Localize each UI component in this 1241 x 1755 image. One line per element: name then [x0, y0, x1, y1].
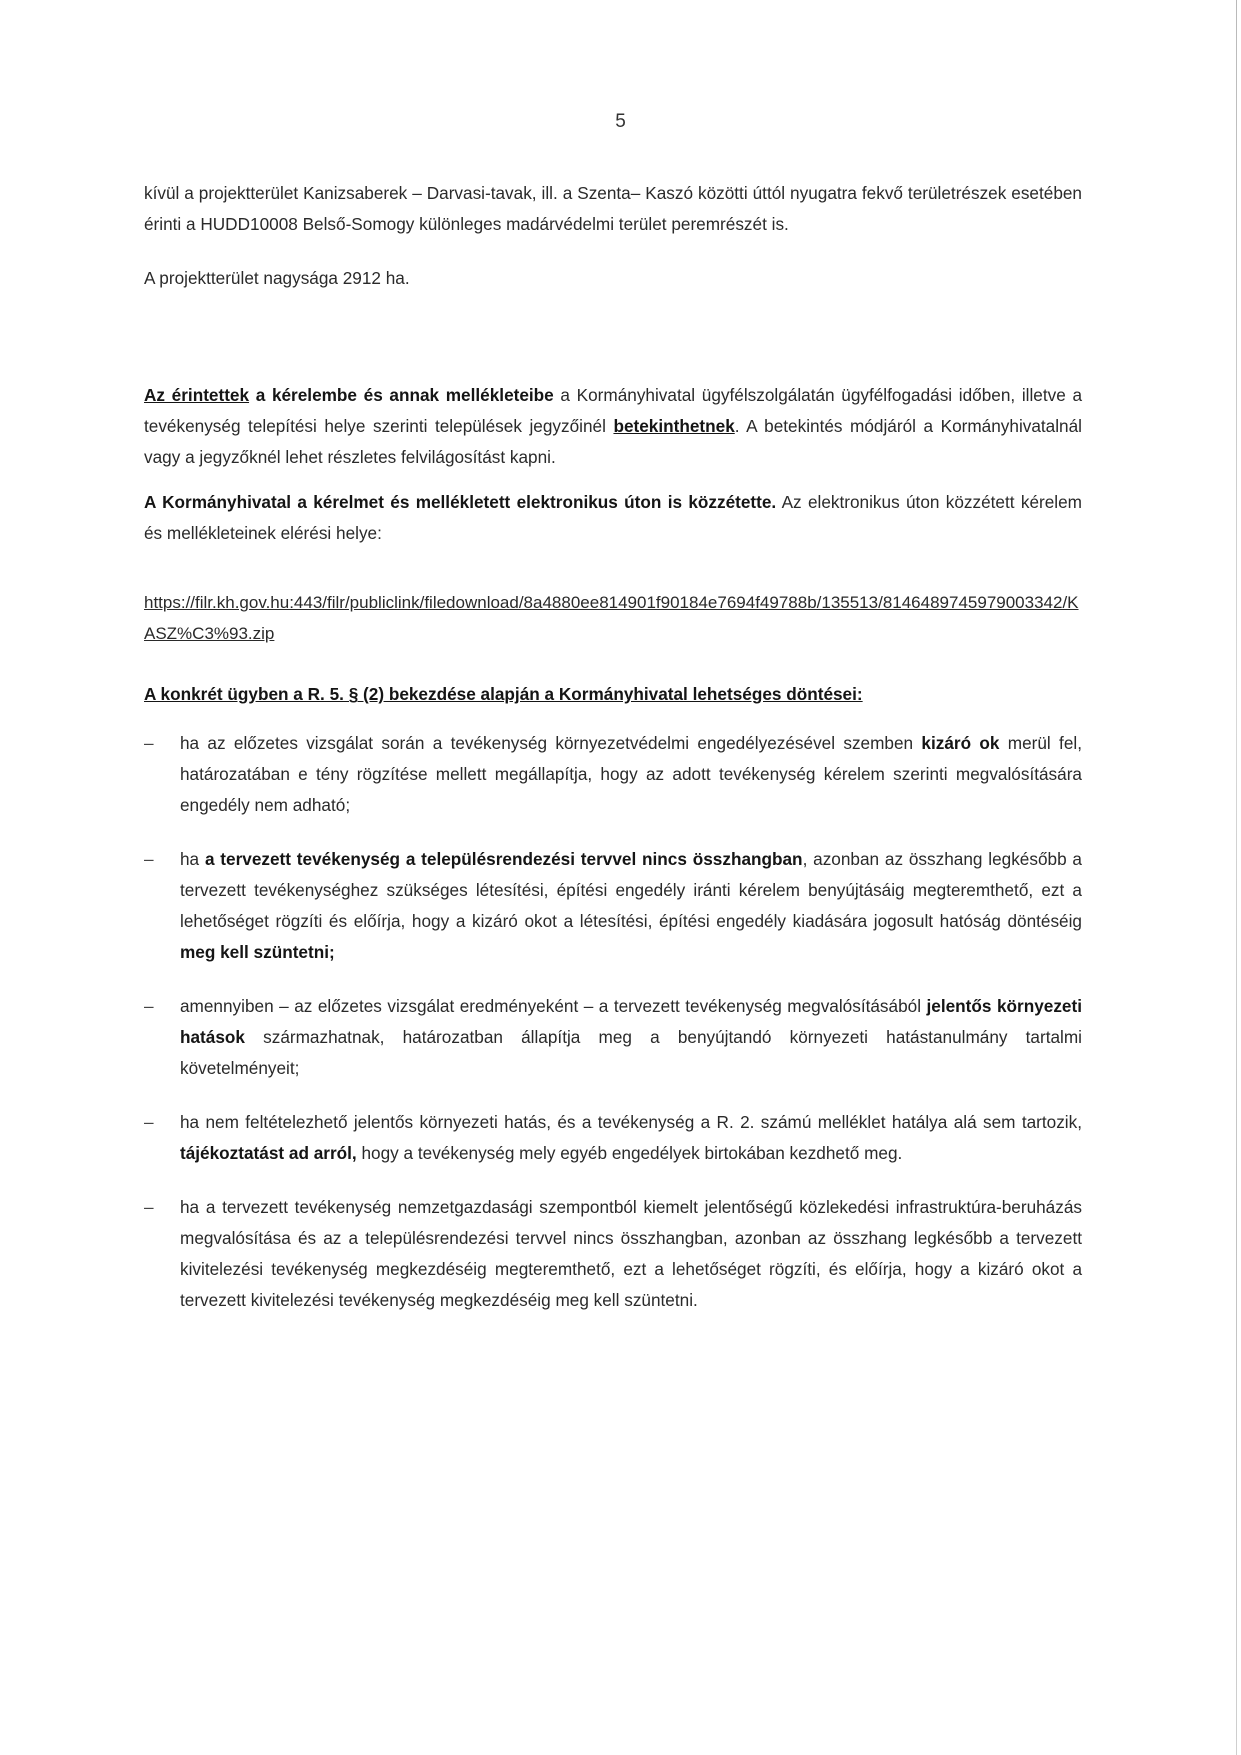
decisions-list: [144, 728, 1082, 1316]
bullet-dash: –: [144, 1112, 154, 1132]
decision-text: , azonban az összhang legkésőbb a tervezett tevékenységhez szükséges létesítési, építési engedély iránti kérelem benyújtásáig megteremthető, ezt a lehetőséget rögzíti és előírja, hogy a kizáró okot a létesítési, építési engedély kiadására jogosult hatóság döntéséig: [180, 849, 1082, 931]
affected-parties-label: Az érintettek: [144, 385, 250, 405]
decision-text: amennyiben – az előzetes vizsgálat eredményeként – a tervezett tevékenység megvalósításából: [180, 996, 927, 1016]
scan-edge-line: [1236, 0, 1237, 1755]
decision-emphasis: tájékoztatást ad arról,: [180, 1143, 357, 1163]
decision-emphasis: kizáró ok: [921, 733, 1000, 753]
can-inspect-label: betekinthetnek: [613, 416, 735, 436]
decision-text: ha: [180, 849, 205, 869]
download-link[interactable]: https://filr.kh.gov.hu:443/filr/publiclink/filedownload/8a4880ee814901f90184e7694f49788b/135513/8146489745979003342/KASZ%C3%93.zip: [144, 593, 1079, 643]
document-body: [144, 178, 1082, 1339]
decision-emphasis: a tervezett tevékenység a településrendezési tervvel nincs összhangban: [204, 849, 803, 869]
decision-text: származhatnak, határozatban állapítja meg a benyújtandó környezeti hatástanulmány tartalmi követelményeit;: [180, 1027, 1082, 1078]
bullet-dash: –: [144, 733, 154, 753]
decisions-heading: A konkrét ügyben a R. 5. § (2) bekezdése alapján a Kormányhivatal lehetséges döntései:: [144, 684, 863, 704]
list-item: [144, 991, 1082, 1084]
decision-text: ha nem feltételezhető jelentős környezeti hatás, és a tevékenység a R. 2. számú melléklet hatálya alá sem tartozik,: [180, 1112, 1082, 1132]
list-item: [144, 844, 1082, 968]
list-item: [144, 1192, 1082, 1316]
intro-paragraph: kívül a projektterület Kanizsaberek – Darvasi-tavak, ill. a Szenta– Kaszó közötti úttól nyugatra fekvő területrészek esetében érinti a HUDD10008 Belső-Somogy különleges madárvédelmi terület peremrészét is.: [144, 183, 1082, 234]
decision-text: ha az előzetes vizsgálat során a tevékenység környezetvédelmi engedélyezésével szemben: [180, 733, 922, 753]
decision-text: hogy a tevékenység mely egyéb engedélyek birtokában kezdhető meg.: [356, 1143, 903, 1163]
request-attachments-text: a kérelembe és annak mellékleteibe: [249, 385, 554, 405]
publication-statement: A Kormányhivatal a kérelmet és mellékletett elektronikus úton is közzétette.: [144, 492, 777, 512]
bullet-dash: –: [144, 849, 154, 869]
list-item: [144, 728, 1082, 821]
bullet-dash: –: [144, 1197, 154, 1217]
decision-emphasis: jelentős környezeti hatások: [180, 996, 1082, 1047]
inspection-paragraph: [144, 380, 1082, 473]
inspection-location-text: a Kormányhivatal ügyfélszolgálatán ügyfélfogadási időben, illetve a tevékenység telepítési helye szerinti települések jegyzőinél: [144, 385, 1082, 436]
publication-location-text: Az elektronikus úton közzétett kérelem és mellékleteinek elérési helye:: [144, 492, 1082, 543]
page-number: 5: [615, 111, 626, 132]
decision-emphasis: meg kell szüntetni;: [180, 942, 335, 962]
publication-paragraph: [144, 487, 1082, 549]
list-item: [144, 1107, 1082, 1169]
decision-text: ha a tervezett tevékenység nemzetgazdasági szempontból kiemelt jelentőségű közlekedési infrastruktúra-beruházás megvalósítása és az a településrendezési tervvel nincs összhangban, azonban az összhang legkésőbb a tervezett kivitelezési tevékenység megkezdéséig megteremthető, ezt a lehetőséget rögzíti, és előírja, hogy a kizáró okot a tervezett kivitelezési tevékenység megkezdéséig meg kell szüntetni.: [180, 1197, 1082, 1310]
decision-text: merül fel, határozatában e tény rögzítése mellett megállapítja, hogy az adott tevékenység kérelem szerinti megvalósítására engedély nem adható;: [180, 733, 1082, 815]
inspection-info-text: . A betekintés módjáról a Kormányhivatalnál vagy a jegyzőknél lehet részletes felvilágosítást kapni.: [144, 416, 1082, 467]
area-paragraph: A projektterület nagysága 2912 ha.: [144, 268, 410, 288]
bullet-dash: –: [144, 996, 154, 1016]
